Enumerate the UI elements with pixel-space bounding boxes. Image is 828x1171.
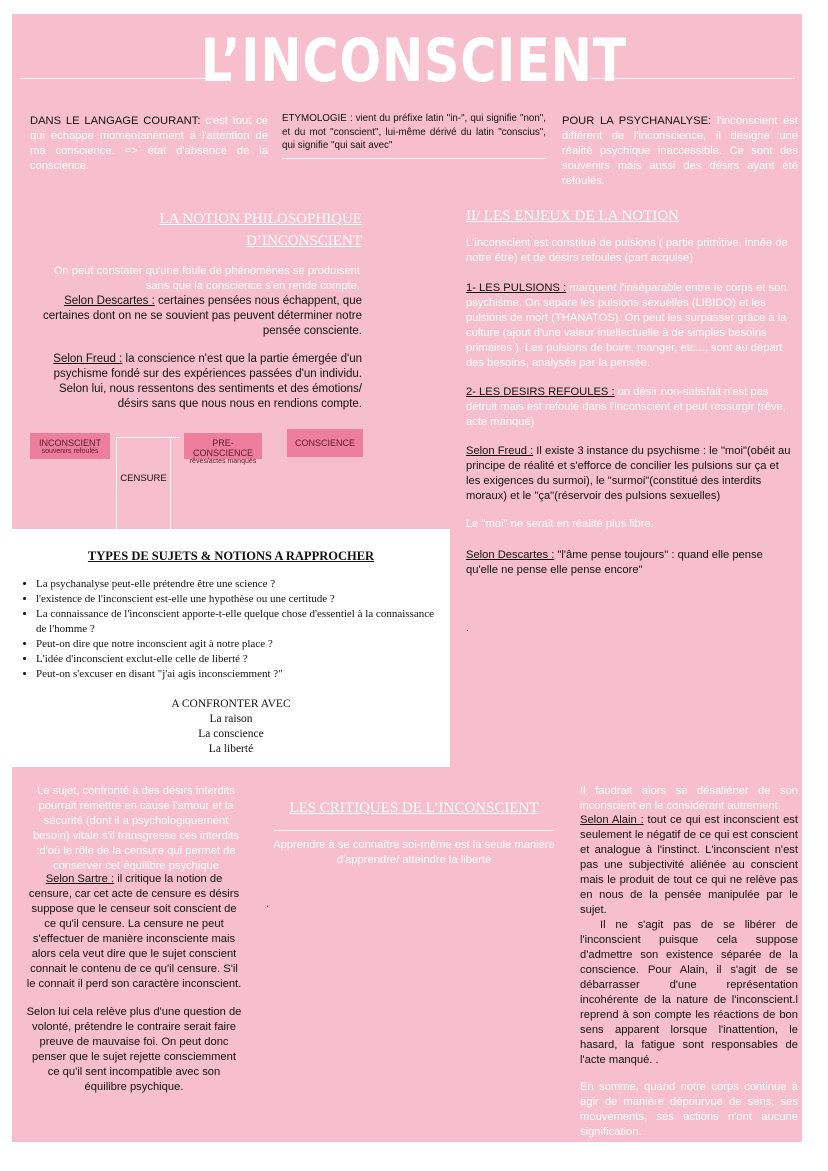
- notion-heading-line1: LA NOTION PHILOSOPHIQUE: [159, 211, 362, 227]
- etymologie-block: [282, 112, 546, 153]
- confront-block: [12, 697, 450, 757]
- types-panel: [12, 529, 450, 767]
- langage-label: DANS LE LANGAGE COURANT:: [30, 115, 201, 127]
- desirs-text: un désir non-satisfait n'est pas détruit mais est refoulé dans l'inconscient et peut ressurgir (rêve, acte manqué): [466, 386, 786, 428]
- inconscient-sub: souvenirs refoulés: [41, 448, 99, 455]
- sartre-block: [26, 872, 242, 992]
- preconscience-label: PRE-CONSCIENCE: [192, 438, 253, 458]
- inconscient-label: INCONSCIENT: [38, 438, 101, 448]
- alain-label: Selon Alain :: [580, 814, 644, 826]
- sartre-text: il critique la notion de censure, car cet acte de censure es désirs suppose que le censeur soit conscient de ce qu'il censure. La censure ne peut s'effectuer de manière inconsciente mais alors cela veut dire que le sujet conscient connait le contenu de ce qu'il censure. S'il le connait il perd son caractère inconscient.: [26, 873, 242, 990]
- enjeux-freud-block: [466, 444, 794, 504]
- langage-courant-block: [30, 114, 268, 174]
- psychanalyse-text: l'inconscient est différent de l'inconscience, il désigne une réalité psychique inaccessible. Ce sont des souvenirs mais aussi des désirs ayant été refoulés.: [562, 115, 799, 187]
- inconscient-box: [30, 433, 110, 459]
- alain-block-2: Il ne s'agit pas de se libérer de l'inconscient puisque cela suppose d'admettre son existence séparée de la conscience. Pour Alain, il s'agit de se débarrasser d'une représentation incohérente de la nature de l'inconscient.l reprend à son compte les réactions de bon sens apparent lorsque l'inattention, le hasard, la fatigue sont responsables de l'acte manqué. .: [580, 919, 798, 1066]
- etymologie-rule: [282, 158, 546, 159]
- page-title: L’INCONSCIENT: [200, 26, 628, 96]
- critiques-right-intro: Il faudrait alors se désaliéner de son inconscient en le considérant autrement.: [580, 785, 798, 812]
- sartre-label: Selon Sartre :: [45, 873, 115, 885]
- enjeux-dot: .: [466, 622, 470, 634]
- confront-title: A CONFRONTER AVEC: [171, 698, 291, 710]
- etymologie-text: vient du préfixe latin "in-", qui signifie "non", et du mot "conscient", lui-même dérivé du latin "conscius", qui signifie "qui sait avec": [282, 113, 546, 151]
- confront-item: La liberté: [208, 743, 254, 755]
- pulsions-block: [466, 281, 794, 371]
- types-question-list: [14, 577, 436, 682]
- pulsions-label: 1- LES PULSIONS :: [466, 282, 567, 294]
- enjeux-descartes-label: Selon Descartes :: [466, 549, 555, 561]
- conscience-box: [287, 429, 363, 457]
- enjeux-descartes-block: [466, 548, 794, 578]
- confront-item: La conscience: [198, 728, 264, 740]
- enjeux-freud-text: Il existe 3 instance du psychisme : le "moi"(obéit au principe de réalité et s'efforce de concilier les pulsions sur ça et les exigences du surmoi), le "surmoi"(constitué des interdits moraux) et le "ça"(réservoir des pulsions sexuelles): [466, 445, 791, 502]
- descartes-label: Selon Descartes :: [64, 295, 155, 307]
- freud-label: Selon Freud :: [53, 353, 123, 365]
- freud-block: [36, 352, 362, 412]
- descartes-text: certaines pensées nous échappent, que certaines dont on ne se souvient pas peuvent déterminer notre pensée consciente.: [42, 295, 362, 337]
- confront-item: La raison: [209, 713, 253, 725]
- types-question: • La connaissance de l'inconscient apporte-t-elle quelque chose d'essentiel à la connaissance de l'homme ?: [36, 607, 436, 637]
- freud-text: la conscience n'est que la partie émergée d'un psychisme fondé sur des expériences passées d'un individu. Selon lui, nous ressentons des sentiments et des émotions/ désirs sans que nous nous en rendions compte.: [53, 353, 362, 410]
- types-question: • l'existence de l'inconscient est-elle une hypothèse ou une certitude ?: [36, 592, 436, 607]
- alain-block: [580, 813, 798, 918]
- enjeux-heading: II/ LES ENJEUX DE LA NOTION: [466, 208, 679, 224]
- alain-text: tout ce qui est inconscient est seulement le négatif de ce qui est conscient et analogue à l'instinct. L'inconscient n'est pas une subjectivité aliénée au conscient mais le produit de tout ce qui ne relève pas en nous de la pensée manipulée par le sujet.: [580, 814, 799, 916]
- notion-heading: [40, 208, 362, 252]
- censure-label: CENSURE: [120, 473, 167, 484]
- preconscience-box: [184, 433, 262, 465]
- critiques-dot: .: [266, 898, 270, 910]
- critiques-subtitle: Apprendre à se connaître soi-même est la seule manière d'apprendre/ atteindre la liberté: [273, 839, 555, 866]
- langage-text: c'est tout ce qui échappe momentanément à l'attention de ma conscience. => état d'absence de la conscience.: [30, 115, 268, 172]
- notion-intro: On peut constater qu'une foule de phénomènes se produisent sans que la conscience s'en rende compte.: [53, 265, 360, 292]
- moi-text: Le "moi" ne serait en réalité plus libre.: [466, 518, 654, 530]
- types-question: • L'idée d'inconscient exclut-elle celle de liberté ?: [36, 652, 436, 667]
- types-question: • Peut-on s'excuser en disant "j'ai agis inconsciemment ?": [36, 667, 436, 682]
- types-question: • Peut-on dire que notre inconscient agit à notre place ?: [36, 637, 436, 652]
- sartre-block-2: Selon lui cela relève plus d'une question de volonté, prétendre le contraire serait faire preuve de mauvaise foi. On peut donc penser que le sujet rejette consciemment ce qu'il sent incompatible avec son équilibre psychique.: [26, 1006, 242, 1093]
- types-question: • La psychanalyse peut-elle prétendre être une science ?: [36, 577, 436, 592]
- preconscience-sub: rêves/actes manqués: [189, 458, 257, 465]
- types-heading: TYPES DE SUJETS & NOTIONS A RAPPROCHER: [87, 549, 375, 563]
- enjeux-descartes-text: "l'âme pense toujours" : quand elle pense qu'elle ne pense elle pense encore": [466, 549, 763, 576]
- critiques-rule: [274, 830, 554, 831]
- desirs-label: 2- LES DESIRS REFOULES :: [466, 386, 615, 398]
- psychanalyse-block: [562, 114, 798, 189]
- notion-heading-line2: D’INCONSCIENT: [246, 233, 362, 249]
- critiques-conclusion: En somme, quand notre corps continue à agir de manière dépourvue de sens, ses mouvements, ses actions n'ont aucune signification.: [580, 1081, 798, 1138]
- enjeux-freud-label: Selon Freud :: [466, 445, 534, 457]
- descartes-block: [36, 294, 362, 339]
- psychanalyse-label: POUR LA PSYCHANALYSE:: [562, 115, 712, 127]
- enjeux-intro: L'inconscient est constitué de pulsions ( partie primitive, innée de notre être) et de désirs refoulés (part acquise): [466, 237, 788, 264]
- desirs-block: [466, 385, 794, 430]
- critiques-left-intro: Le sujet, confronté à des désirs interdits pourrait remettre en cause l'amour et la sécurité (dont il a psychologiquement besoin) vitale s'il transgresse ces interdits :d'où le rôle de la censure qui permet de conserver cet équilibre psychique: [32, 785, 240, 872]
- etymologie-label: ETYMOLOGIE :: [282, 113, 353, 124]
- conscience-label: CONSCIENCE: [294, 438, 355, 448]
- critiques-heading: LES CRITIQUES DE L’INCONSCIENT: [289, 800, 539, 816]
- pulsions-text: marquent l'inséparable entre le corps et son psychisme. On sépare les pulsions sexuelles (LIBIDO) et les pulsions de mort (THANATOS). On peut les surpasser grâce à la culture (ajout d'une valeur intellectuelle à de simples besoins primaires ). Les pulsions de boire, manger, etc..., sont au départ des besoins, analysés par la pensée.: [466, 282, 787, 369]
